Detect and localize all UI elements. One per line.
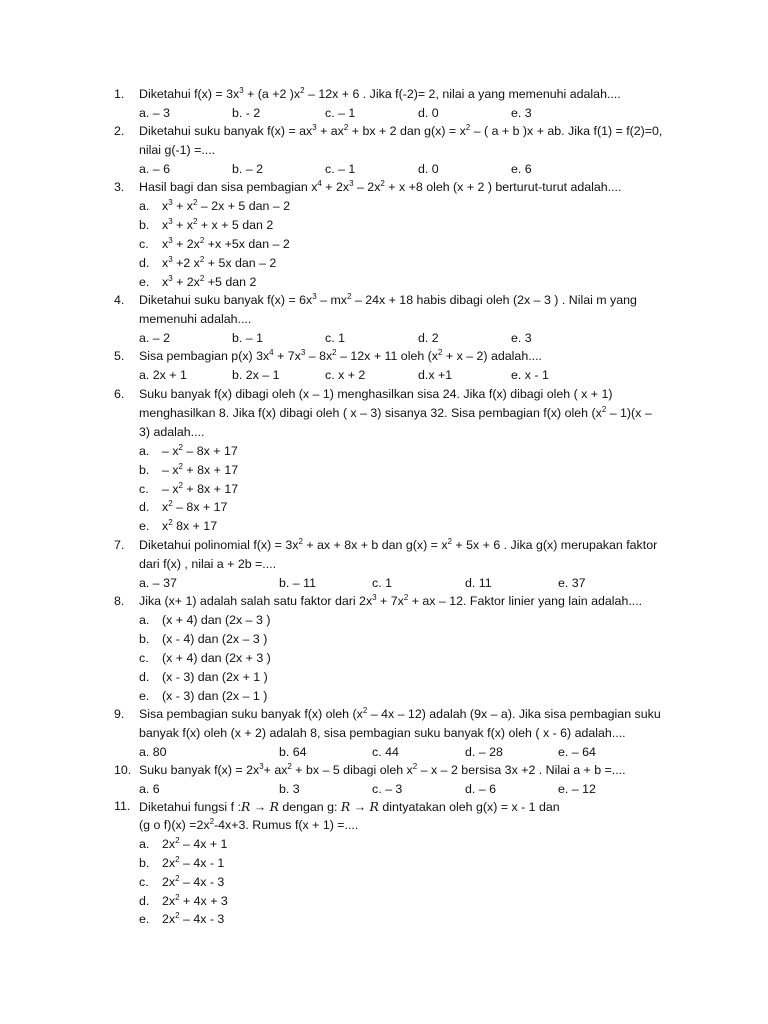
answer-option: b. - 2 bbox=[232, 105, 261, 120]
answer-option bbox=[0, 218, 768, 236]
option-letter: c. bbox=[139, 650, 149, 665]
answer-option: b. – 11 bbox=[279, 575, 316, 590]
answer-option bbox=[0, 837, 768, 855]
option-letter: b. bbox=[139, 855, 150, 870]
question-number: 9. bbox=[114, 707, 125, 721]
answer-options-row bbox=[0, 368, 768, 386]
question-text-line: nilai g(-1) =.... bbox=[139, 142, 216, 157]
option-text: (x - 4) dan (2x – 3 ) bbox=[162, 631, 268, 646]
option-text: $x^2 - 8x + 17$ bbox=[162, 499, 228, 515]
option-letter: d. bbox=[139, 669, 150, 684]
question-number: 7. bbox=[114, 538, 125, 552]
answer-option: a. – 37 bbox=[139, 575, 177, 590]
question-number: 8. bbox=[114, 594, 125, 608]
option-letter: d. bbox=[139, 893, 150, 908]
question-text-line: Diketahui suku banyak $f(x) = 6x^3 - mx^2 - 24x + 18$ habis dibagi oleh (2x – 3 ) . Nilai m yang bbox=[139, 292, 637, 307]
option-letter: b. bbox=[139, 217, 150, 232]
question-text-line: Sisa pembagian p(x) $3x^4 + 7x^3 - 8x^2 - 12x + 11$ oleh $(x^2 + x - 2)$ adalah.... bbox=[139, 348, 542, 363]
answer-option: e. x - 1 bbox=[511, 367, 549, 382]
option-text: – $x^2 + 8x + 17$ bbox=[162, 461, 239, 477]
question-number: 6. bbox=[114, 387, 125, 401]
question-text-line: menghasilkan 8. Jika f(x) dibagi oleh ( x – 3) sisanya 32. Sisa pembagian f(x) oleh $(x^2 - 1)(x$ – bbox=[139, 404, 652, 420]
answer-option: a. – 2 bbox=[139, 330, 171, 345]
option-text: (x - 3) dan (2x – 1 ) bbox=[162, 688, 268, 703]
answer-option: c. 44 bbox=[372, 744, 399, 759]
option-text: (x + 4) dan (2x + 3 ) bbox=[162, 650, 271, 665]
question-text-line: banyak f(x) oleh (x + 2) adalah 8, sisa pembagian suku banyak f(x) oleh ( x - 6) adalah.... bbox=[139, 725, 626, 740]
answer-option bbox=[0, 237, 768, 255]
question-number: 3. bbox=[114, 180, 125, 194]
answer-option: d. – 6 bbox=[465, 781, 497, 796]
option-text: – $x^2 + 8x + 17$ bbox=[162, 480, 239, 496]
question-number: 2. bbox=[114, 124, 125, 138]
option-letter: a. bbox=[139, 612, 150, 627]
answer-option: d.x +1 bbox=[418, 367, 453, 382]
option-text: $2x^2 - 4x + 1$ bbox=[162, 835, 228, 851]
question-number: 1. bbox=[114, 87, 125, 101]
question-text-line: Diketahui $f(x) = 3x^3 + (a +2$ )$x^2 - 12x + 6$ . Jika f(-2)= 2, nilai a yang memenuhi adalah.... bbox=[139, 86, 621, 101]
answer-option: b. 64 bbox=[279, 744, 307, 759]
answer-option bbox=[0, 875, 768, 893]
answer-option: d. 2 bbox=[418, 330, 439, 345]
question-text-line: Diketahui polinomial $f(x) = 3x^2$ + ax + 8x + b dan $g(x) = x^2 + 5x + 6$ . Jika g(x) merupakan faktor bbox=[139, 537, 658, 552]
answer-option: b. – 2 bbox=[232, 161, 264, 176]
option-letter: b. bbox=[139, 462, 150, 477]
answer-option bbox=[0, 500, 768, 518]
question-number: 11. bbox=[114, 799, 131, 813]
answer-option bbox=[0, 856, 768, 874]
answer-option bbox=[0, 256, 768, 274]
question-text-line: Hasil bagi dan sisa pembagian $x^4 + 2x^3 - 2x^2 + x +8$ oleh (x + 2 ) berturut-turut adalah.... bbox=[139, 179, 622, 194]
answer-option bbox=[0, 482, 768, 500]
answer-option: c. – 1 bbox=[325, 161, 356, 176]
option-letter: a. bbox=[139, 443, 150, 458]
answer-option bbox=[0, 651, 768, 669]
option-text: $2x^2 - 4x - 3$ bbox=[162, 911, 225, 927]
question-text-line: memenuhi adalah.... bbox=[139, 311, 252, 326]
option-letter: a. bbox=[139, 836, 150, 851]
answer-option: e. – 12 bbox=[558, 781, 596, 796]
question-text-line: (g o $f)(x) =2x^2-4x+3$. Rumus f(x + 1) =.... bbox=[139, 816, 359, 832]
option-letter: e. bbox=[139, 274, 150, 289]
answer-option: e. 37 bbox=[558, 575, 586, 590]
option-text: $2x^2 - 4x - 3$ bbox=[162, 873, 225, 889]
answer-option: d. 0 bbox=[418, 161, 439, 176]
answer-option bbox=[0, 199, 768, 217]
option-letter: e. bbox=[139, 688, 150, 703]
question-number: 10. bbox=[114, 763, 132, 777]
answer-option: c. – 1 bbox=[325, 105, 356, 120]
answer-option: e. – 64 bbox=[558, 744, 596, 759]
option-text: $2x^2 - 4x - 1$ bbox=[162, 854, 225, 870]
question-number: 4. bbox=[114, 293, 125, 307]
question-text-line: Jika (x+ 1) adalah salah satu faktor dari $2x^3 + 7x^2$ + ax – 12. Faktor linier yang lain adalah.... bbox=[139, 593, 643, 608]
answer-options-row bbox=[0, 331, 768, 349]
answer-options-row bbox=[0, 106, 768, 124]
option-text: $x^2$ 8x + 17 bbox=[162, 518, 218, 534]
answer-option bbox=[0, 670, 768, 688]
answer-option: c. 1 bbox=[372, 575, 392, 590]
question-text-line: dari f(x) , nilai a + 2b =.... bbox=[139, 556, 277, 571]
answer-option: b. 2x – 1 bbox=[232, 367, 280, 382]
answer-option: d. 0 bbox=[418, 105, 439, 120]
option-letter: c. bbox=[139, 236, 149, 251]
option-text: $x^3 + x^2 - 2x + 5$ dan – 2 bbox=[162, 197, 291, 213]
answer-option bbox=[0, 519, 768, 537]
answer-option bbox=[0, 894, 768, 912]
question-text-line: Diketahui suku banyak $f(x) = ax^3 + ax^2$ + bx + 2 dan $g(x) = x^2$ – ( a + b )x + ab. Jika f(1) = f(2)=0, bbox=[139, 123, 663, 138]
option-letter: b. bbox=[139, 631, 150, 646]
answer-option: d. 11 bbox=[465, 575, 492, 590]
answer-option: a. – 6 bbox=[139, 161, 171, 176]
answer-option: c. x + 2 bbox=[325, 367, 366, 382]
question-text-line: Diketahui fungsi f :R → R dengan g: R → R dintyatakan oleh g(x) = x - 1 dan bbox=[139, 799, 560, 814]
answer-options-row bbox=[0, 162, 768, 180]
question-text-line: Suku banyak $f(x) = 2x^3+ ax^2$ + bx – 5 dibagi oleh $x^2$ – x – 2 bersisa 3x +2 . Nilai a + b =.... bbox=[139, 762, 626, 777]
option-letter: a. bbox=[139, 198, 150, 213]
answer-options-row bbox=[0, 782, 768, 800]
option-text: – $x^2 - 8x + 17$ bbox=[162, 442, 238, 458]
option-letter: c. bbox=[139, 874, 149, 889]
option-text: $x^3 +2$ $x^2 + 5x$ dan – 2 bbox=[162, 254, 277, 270]
option-letter: d. bbox=[139, 255, 150, 270]
answer-option: e. 3 bbox=[511, 330, 532, 345]
question-number: 5. bbox=[114, 349, 125, 363]
answer-option bbox=[0, 444, 768, 462]
option-letter: d. bbox=[139, 500, 150, 515]
answer-option: b. 3 bbox=[279, 781, 300, 796]
answer-option bbox=[0, 632, 768, 650]
option-text: $x^3 + 2x^2 +5$ dan 2 bbox=[162, 273, 257, 289]
option-text: (x - 3) dan (2x + 1 ) bbox=[162, 669, 268, 684]
option-text: (x + 4) dan (2x – 3 ) bbox=[162, 612, 271, 627]
question-text-line: Suku banyak f(x) dibagi oleh (x – 1) menghasilkan sisa 24. Jika f(x) dibagi oleh ( x + 1) bbox=[139, 387, 613, 401]
option-letter: e. bbox=[139, 519, 150, 534]
answer-option: a. 6 bbox=[139, 781, 160, 796]
answer-option: e. 6 bbox=[511, 161, 532, 176]
option-letter: e. bbox=[139, 912, 150, 927]
answer-option: d. – 28 bbox=[465, 744, 503, 759]
answer-option bbox=[0, 912, 768, 930]
option-text: $x^3 + x^2 + x + 5$ dan 2 bbox=[162, 216, 274, 232]
answer-option bbox=[0, 463, 768, 481]
answer-option: e. 3 bbox=[511, 105, 532, 120]
option-text: $2x^2 + 4x + 3$ bbox=[162, 892, 228, 908]
answer-option: a. 2x + 1 bbox=[139, 367, 187, 382]
answer-options-row bbox=[0, 745, 768, 763]
answer-option bbox=[0, 613, 768, 631]
answer-option: c. 1 bbox=[325, 330, 345, 345]
answer-option: a. 80 bbox=[139, 744, 167, 759]
answer-option: c. – 3 bbox=[372, 781, 403, 796]
option-text: $x^3 + 2x^2 +x +5x$ dan – 2 bbox=[162, 235, 290, 251]
answer-option: b. – 1 bbox=[232, 330, 264, 345]
answer-option bbox=[0, 689, 768, 707]
option-letter: c. bbox=[139, 481, 149, 496]
answer-options-row bbox=[0, 576, 768, 594]
question-text-line: 3) adalah.... bbox=[139, 424, 205, 439]
answer-option: a. – 3 bbox=[139, 105, 171, 120]
answer-option bbox=[0, 275, 768, 293]
question-text-line: Sisa pembagian suku banyak f(x) oleh $(x^2 - 4x - 12)$ adalah (9x – a). Jika sisa pembagian suku bbox=[139, 706, 661, 721]
